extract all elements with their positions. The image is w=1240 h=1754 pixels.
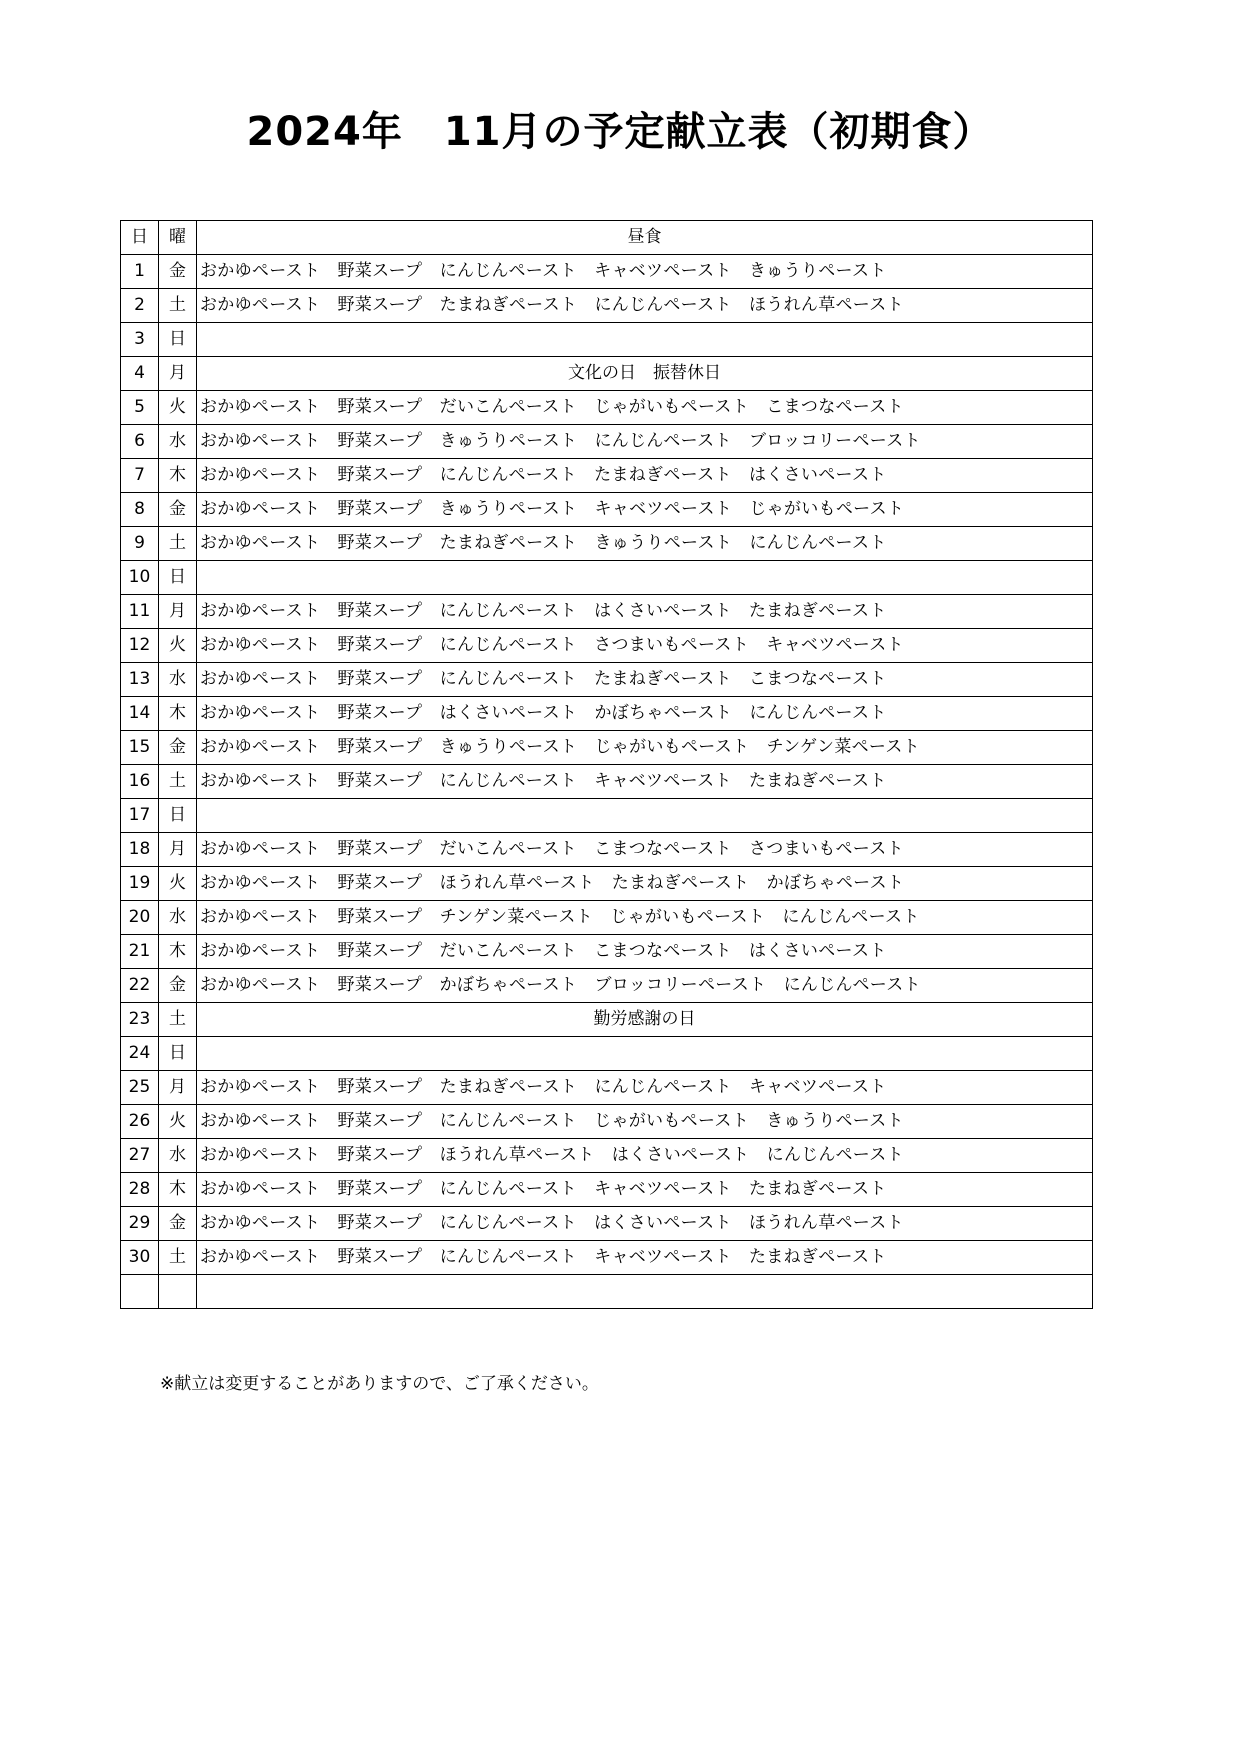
day-cell: 1 [121,255,159,289]
weekday-cell: 土 [159,1241,197,1275]
day-cell: 28 [121,1173,159,1207]
day-cell: 19 [121,867,159,901]
weekday-cell: 木 [159,935,197,969]
lunch-cell [197,799,1093,833]
day-cell: 25 [121,1071,159,1105]
day-cell: 14 [121,697,159,731]
weekday-cell: 日 [159,323,197,357]
table-row [121,1207,1093,1241]
weekday-cell: 火 [159,629,197,663]
table-row [121,527,1093,561]
day-cell: 24 [121,1037,159,1071]
day-cell: 15 [121,731,159,765]
day-cell: 11 [121,595,159,629]
day-cell: 10 [121,561,159,595]
lunch-cell: おかゆペースト 野菜スープ だいこんペースト こまつなペースト はくさいペースト [197,935,1093,969]
day-cell: 2 [121,289,159,323]
day-cell: 30 [121,1241,159,1275]
lunch-cell: おかゆペースト 野菜スープ にんじんペースト じゃがいもペースト きゅうりペースト [197,1105,1093,1139]
weekday-cell: 土 [159,765,197,799]
weekday-cell: 日 [159,561,197,595]
menu-table [120,220,1093,1309]
table-row [121,1173,1093,1207]
lunch-cell [197,561,1093,595]
lunch-cell: おかゆペースト 野菜スープ にんじんペースト キャベツペースト たまねぎペースト [197,1173,1093,1207]
table-row [121,629,1093,663]
lunch-cell: おかゆペースト 野菜スープ きゅうりペースト じゃがいもペースト チンゲン菜ペースト [197,731,1093,765]
weekday-cell: 土 [159,289,197,323]
weekday-cell: 金 [159,493,197,527]
day-cell: 4 [121,357,159,391]
lunch-cell: おかゆペースト 野菜スープ チンゲン菜ペースト じゃがいもペースト にんじんペースト [197,901,1093,935]
lunch-cell: おかゆペースト 野菜スープ たまねぎペースト にんじんペースト キャベツペースト [197,1071,1093,1105]
table-row [121,765,1093,799]
weekday-cell [159,1275,197,1309]
table-header-row [121,221,1093,255]
footnote: ※献立は変更することがありますので、ご了承ください。 [160,1374,599,1394]
day-cell: 17 [121,799,159,833]
lunch-cell: おかゆペースト 野菜スープ きゅうりペースト にんじんペースト ブロッコリーペースト [197,425,1093,459]
weekday-cell: 月 [159,595,197,629]
menu-table-body [121,255,1093,1309]
lunch-cell: おかゆペースト 野菜スープ にんじんペースト キャベツペースト きゅうりペースト [197,255,1093,289]
lunch-cell: おかゆペースト 野菜スープ にんじんペースト たまねぎペースト こまつなペースト [197,663,1093,697]
lunch-cell: おかゆペースト 野菜スープ にんじんペースト はくさいペースト ほうれん草ペースト [197,1207,1093,1241]
table-row [121,731,1093,765]
weekday-cell: 土 [159,1003,197,1037]
day-cell: 5 [121,391,159,425]
day-cell: 12 [121,629,159,663]
lunch-cell [197,1275,1093,1309]
day-cell: 18 [121,833,159,867]
weekday-cell: 水 [159,901,197,935]
weekday-cell: 水 [159,1139,197,1173]
weekday-cell: 火 [159,1105,197,1139]
table-row [121,1105,1093,1139]
weekday-cell: 金 [159,255,197,289]
table-row [121,425,1093,459]
weekday-cell: 金 [159,1207,197,1241]
weekday-cell: 土 [159,527,197,561]
day-cell: 29 [121,1207,159,1241]
table-row [121,1071,1093,1105]
weekday-cell: 木 [159,459,197,493]
header-lunch: 昼食 [197,221,1093,255]
weekday-cell: 火 [159,391,197,425]
day-cell: 27 [121,1139,159,1173]
weekday-cell: 水 [159,663,197,697]
weekday-cell: 水 [159,425,197,459]
day-cell: 23 [121,1003,159,1037]
day-cell [121,1275,159,1309]
table-row [121,323,1093,357]
table-row [121,1275,1093,1309]
table-row [121,1241,1093,1275]
lunch-cell: おかゆペースト 野菜スープ ほうれん草ペースト たまねぎペースト かぼちゃペースト [197,867,1093,901]
table-row [121,391,1093,425]
lunch-cell: おかゆペースト 野菜スープ だいこんペースト こまつなペースト さつまいもペースト [197,833,1093,867]
header-day: 日 [121,221,159,255]
lunch-cell: おかゆペースト 野菜スープ たまねぎペースト きゅうりペースト にんじんペースト [197,527,1093,561]
lunch-cell: おかゆペースト 野菜スープ にんじんペースト さつまいもペースト キャベツペースト [197,629,1093,663]
table-row [121,561,1093,595]
weekday-cell: 月 [159,357,197,391]
lunch-cell: おかゆペースト 野菜スープ にんじんペースト はくさいペースト たまねぎペースト [197,595,1093,629]
lunch-cell: おかゆペースト 野菜スープ にんじんペースト キャベツペースト たまねぎペースト [197,765,1093,799]
weekday-cell: 月 [159,833,197,867]
lunch-cell: おかゆペースト 野菜スープ かぼちゃペースト ブロッコリーペースト にんじんペースト [197,969,1093,1003]
weekday-cell: 金 [159,731,197,765]
day-cell: 22 [121,969,159,1003]
lunch-cell [197,1037,1093,1071]
table-row [121,799,1093,833]
day-cell: 16 [121,765,159,799]
table-row [121,697,1093,731]
page-title: 2024年 11月の予定献立表（初期食） [246,109,994,155]
table-row [121,595,1093,629]
table-row [121,1003,1093,1037]
table-row [121,833,1093,867]
table-row [121,289,1093,323]
table-row [121,459,1093,493]
day-cell: 7 [121,459,159,493]
table-row [121,969,1093,1003]
weekday-cell: 木 [159,697,197,731]
day-cell: 21 [121,935,159,969]
weekday-cell: 金 [159,969,197,1003]
table-row [121,901,1093,935]
header-weekday: 曜 [159,221,197,255]
table-row [121,255,1093,289]
table-row [121,1139,1093,1173]
day-cell: 3 [121,323,159,357]
holiday-cell: 文化の日 振替休日 [197,357,1093,391]
lunch-cell: おかゆペースト 野菜スープ にんじんペースト キャベツペースト たまねぎペースト [197,1241,1093,1275]
table-row [121,867,1093,901]
weekday-cell: 火 [159,867,197,901]
weekday-cell: 木 [159,1173,197,1207]
lunch-cell: おかゆペースト 野菜スープ たまねぎペースト にんじんペースト ほうれん草ペースト [197,289,1093,323]
lunch-cell: おかゆペースト 野菜スープ きゅうりペースト キャベツペースト じゃがいもペースト [197,493,1093,527]
weekday-cell: 日 [159,799,197,833]
lunch-cell [197,323,1093,357]
day-cell: 26 [121,1105,159,1139]
table-row [121,935,1093,969]
table-row [121,663,1093,697]
weekday-cell: 日 [159,1037,197,1071]
day-cell: 6 [121,425,159,459]
day-cell: 13 [121,663,159,697]
day-cell: 20 [121,901,159,935]
day-cell: 9 [121,527,159,561]
weekday-cell: 月 [159,1071,197,1105]
lunch-cell: おかゆペースト 野菜スープ はくさいペースト かぼちゃペースト にんじんペースト [197,697,1093,731]
table-row [121,357,1093,391]
day-cell: 8 [121,493,159,527]
lunch-cell: おかゆペースト 野菜スープ ほうれん草ペースト はくさいペースト にんじんペースト [197,1139,1093,1173]
holiday-cell: 勤労感謝の日 [197,1003,1093,1037]
lunch-cell: おかゆペースト 野菜スープ にんじんペースト たまねぎペースト はくさいペースト [197,459,1093,493]
lunch-cell: おかゆペースト 野菜スープ だいこんペースト じゃがいもペースト こまつなペースト [197,391,1093,425]
table-row [121,493,1093,527]
table-row [121,1037,1093,1071]
